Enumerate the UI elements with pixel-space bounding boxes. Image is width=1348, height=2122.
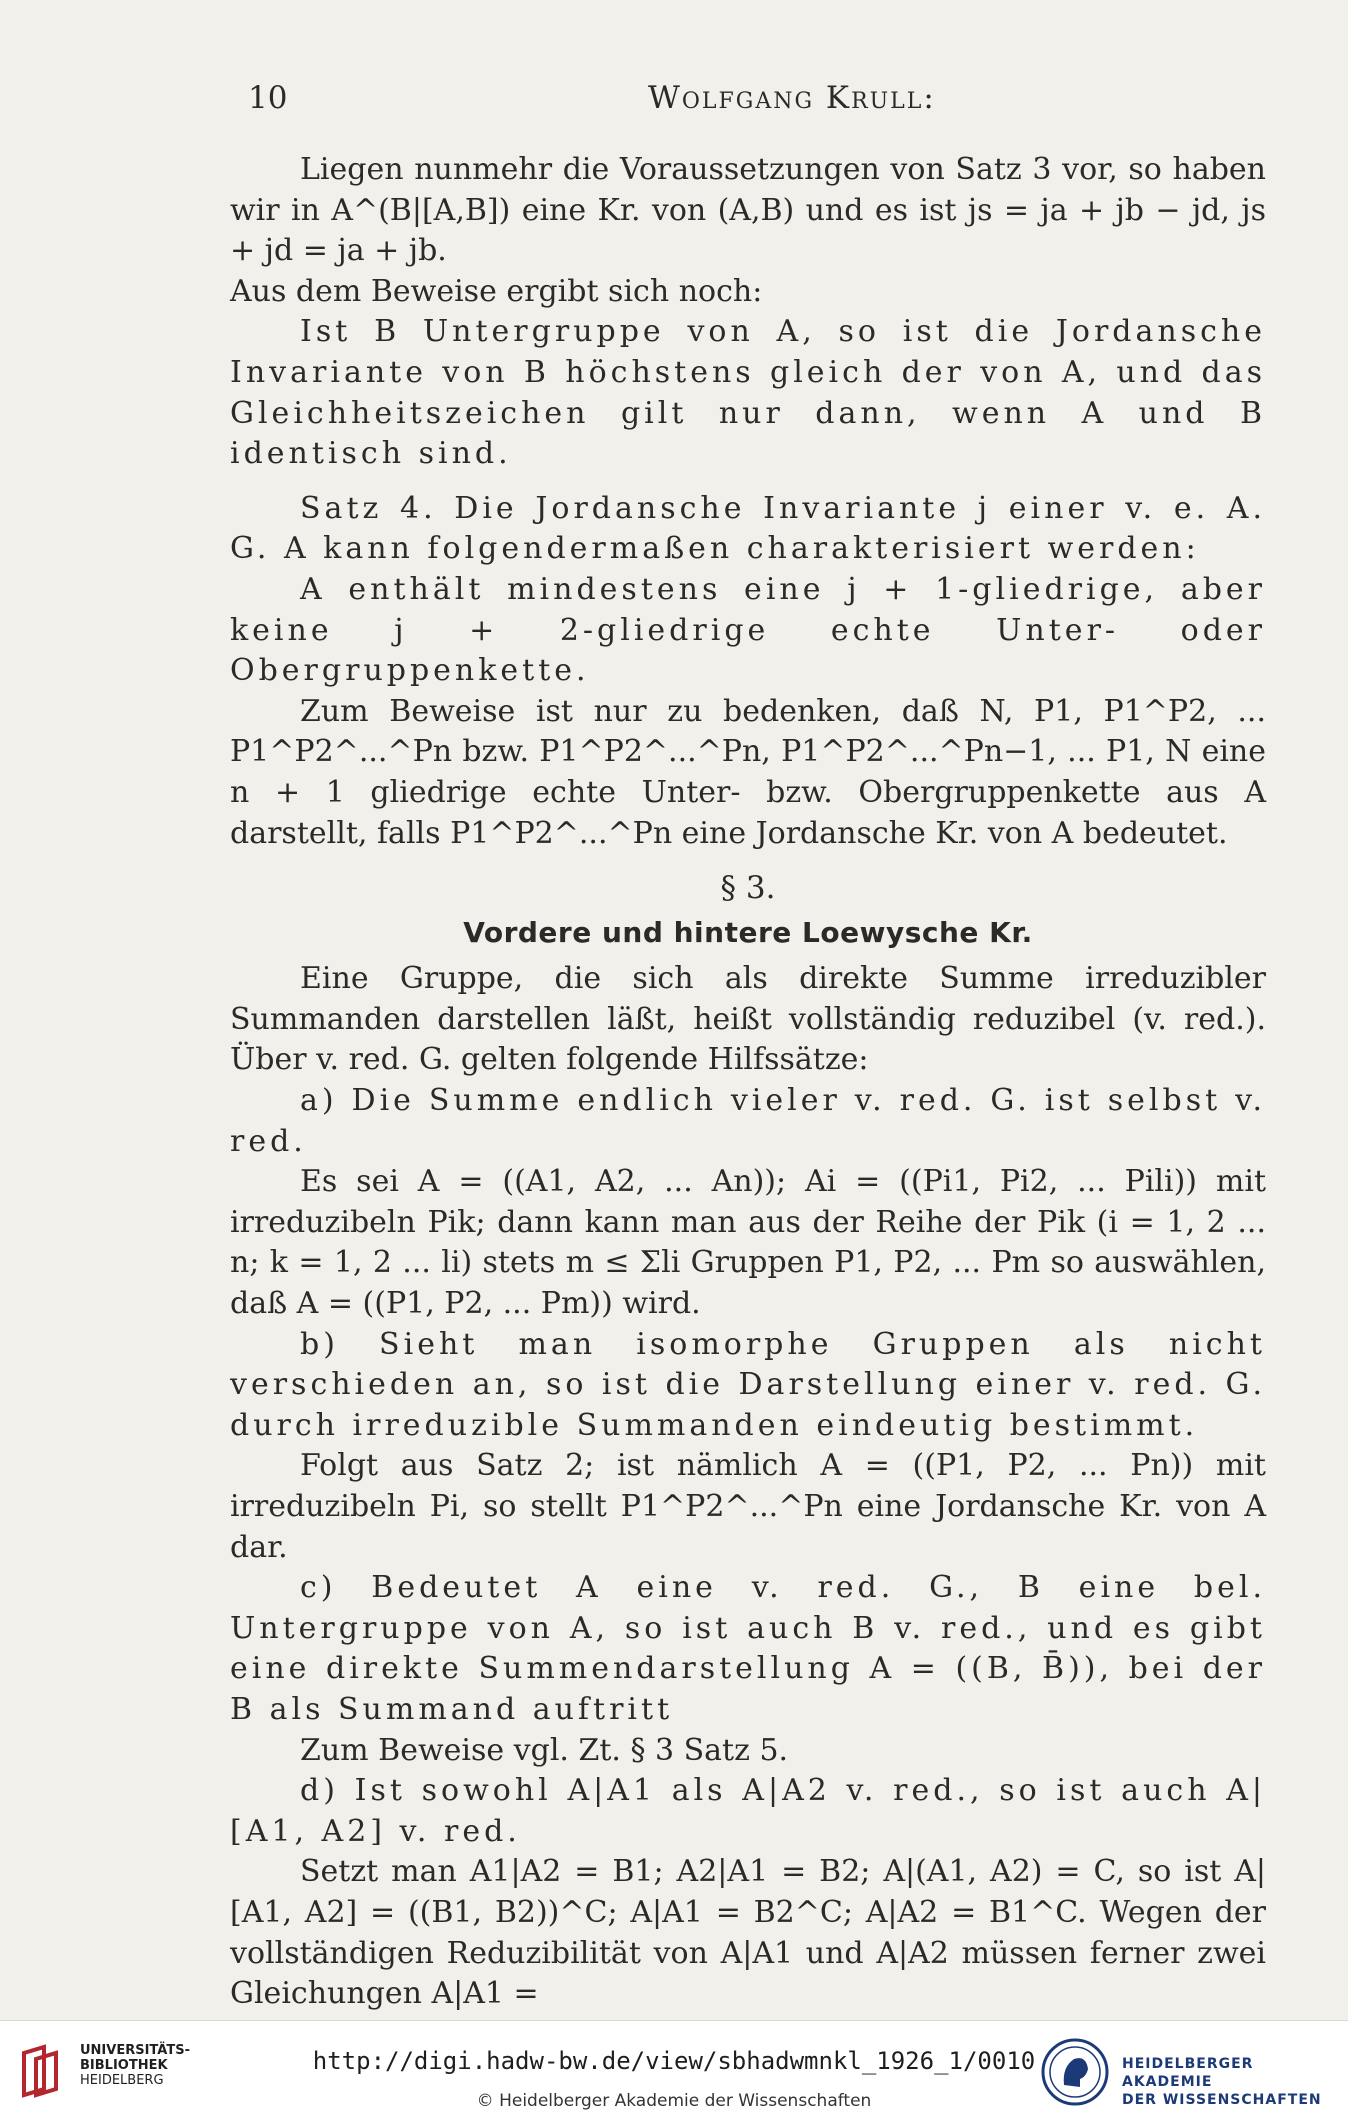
lemma-a-proof: Es sei A = ((A1, A2, ... An)); Ai = ((Pi1, Pi2, ... Pili)) mit irreduzibeln Pik; dann kann man aus der Reihe der Pik (i = 1, 2 ... n; k = 1, 2 ... li) stets m ≤ Σli Gruppen P1, P2, ... Pm so auswählen, daß A = ((P1, P2, ... Pm)) wird. — [230, 1164, 1266, 1322]
logo-line-3: HEIDELBERG — [80, 2073, 164, 2088]
academy-line-2: DER WISSENSCHAFTEN — [1122, 2092, 1322, 2108]
document-url-link[interactable]: http://digi.hadw-bw.de/view/sbhadwmnkl_1926_1/0010 — [312, 2047, 1036, 2075]
page-body — [230, 150, 1266, 2015]
paragraph-intro: Liegen nunmehr die Voraussetzungen von Satz 3 vor, so haben wir in A^(B|[A,B]) eine Kr. von (A,B) und es ist js = ja + jb − jd, js + jd = ja + jb. — [230, 152, 1266, 269]
page-header — [248, 80, 1268, 124]
lemma-d: d) Ist sowohl A|A1 als A|A2 v. red., so ist auch A|[A1, A2] v. red. — [230, 1773, 1266, 1849]
theorem-4-statement: A enthält mindestens eine j + 1-gliedrige, aber keine j + 2-gliedrige echte Unter- oder Obergruppenkette. — [230, 571, 1266, 689]
lemma-c-proof: Zum Beweise vgl. Zt. § 3 Satz 5. — [300, 1732, 789, 1768]
lemma-a: a) Die Summe endlich vieler v. red. G. ist selbst v. red. — [230, 1083, 1266, 1159]
section-number: § 3. — [720, 870, 776, 907]
academy-line-1: HEIDELBERGER AKADEMIE — [1122, 2056, 1254, 2090]
copyright-notice: © Heidelberger Akademie der Wissenschaften — [476, 2091, 872, 2111]
theorem-4-proof: Zum Beweise ist nur zu bedenken, daß N, P1, P1^P2, ... P1^P2^...^Pn bzw. P1^P2^...^Pn, P1^P2^...^Pn−1, ... P1, N eine n + 1 gliedrige echte Unter- bzw. Obergruppenkette aus A darstellt, falls P1^P2^...^Pn eine Jordansche Kr. von A bedeutet. — [230, 693, 1266, 851]
logo-line-2: BIBLIOTHEK — [80, 2058, 168, 2073]
viewer-footer — [0, 2020, 1348, 2122]
academy-seal-icon — [1040, 2037, 1110, 2107]
logo-line-1: UNIVERSITÄTS- — [80, 2043, 190, 2058]
running-head: Wolfgang Krull: — [648, 80, 936, 116]
section-title: Vordere und hintere Loewysche Kr. — [463, 915, 1033, 949]
lemma-c: c) Bedeutet A eine v. red. G., B eine bel. Untergruppe von A, so ist auch B v. red., und es gibt eine direkte Summendarstellung A = ((B, B̄)), bei der B als Summand auftritt — [230, 1570, 1266, 1727]
theorem-4: Satz 4. Die Jordansche Invariante j einer v. e. A. G. A kann folgendermaßen charakterisiert werden: — [230, 490, 1266, 567]
paragraph-definition: Eine Gruppe, die sich als direkte Summe irreduzibler Summanden darstellen läßt, heißt vollständig reduzibel (v. red.). Über v. red. G. gelten folgende Hilfssätze: — [230, 961, 1266, 1078]
lemma-b: b) Sieht man isomorphe Gruppen als nicht verschieden an, so ist die Darstellung einer v. red. G. durch irreduzible Summanden eindeutig bestimmt. — [230, 1326, 1266, 1443]
statement-untergruppe: Ist B Untergruppe von A, so ist die Jordansche Invariante von B höchstens gleich der von A, und das Gleichheitszeichen gilt nur dann, wenn A und B identisch sind. — [230, 314, 1266, 472]
lemma-d-proof: Setzt man A1|A2 = B1; A2|A1 = B2; A|(A1, A2) = C, so ist A|[A1, A2] = ((B1, B2))^C; A|A1 = B2^C; A|A2 = B1^C. Wegen der vollständigen Reduzibilität von A|A1 und A|A2 müssen ferner zwei Gleichungen A|A1 = — [230, 1854, 1266, 2012]
page-number: 10 — [248, 80, 288, 116]
academy-name — [1122, 2055, 1348, 2109]
paragraph-consequence: Aus dem Beweise ergibt sich noch: — [230, 273, 763, 309]
lemma-b-proof: Folgt aus Satz 2; ist nämlich A = ((P1, P2, ... Pn)) mit irreduzibeln Pi, so stellt P1^P2^...^Pn eine Jordansche Kr. von A dar. — [230, 1448, 1266, 1565]
